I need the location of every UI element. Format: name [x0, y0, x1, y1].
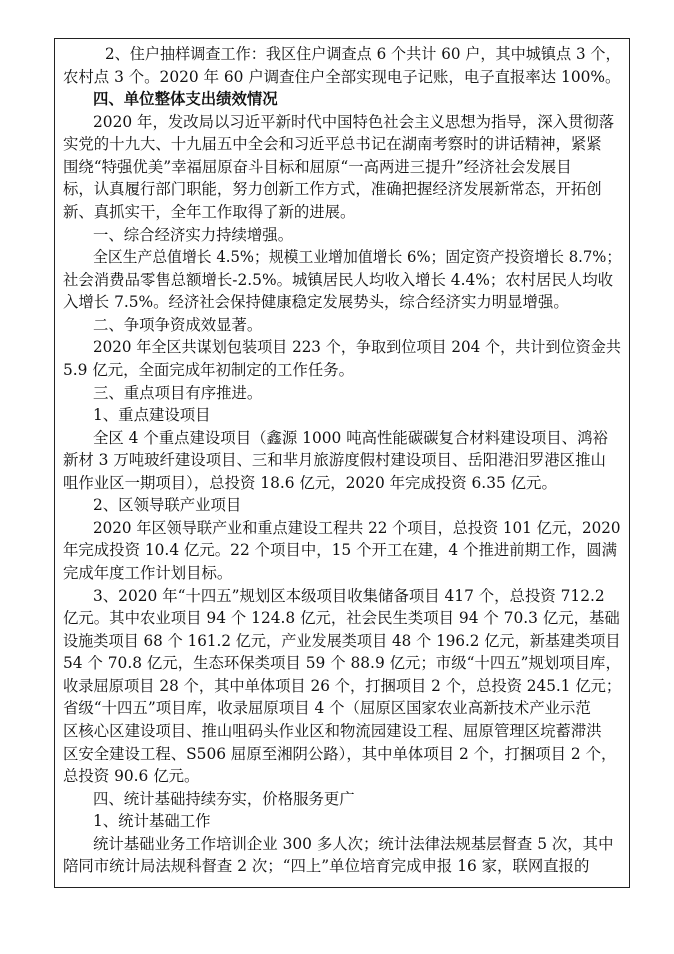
paragraph-line: 完成年度工作计划目标。 [63, 564, 233, 583]
subheading: 二、争项争资成效显著。 [93, 315, 263, 334]
paragraph-line: 亿元。其中农业项目 94 个 124.8 亿元，社会民生类项目 94 个 70.3 亿元，基础 [63, 609, 620, 628]
paragraph-line: 3、2020 年“十四五”规划区本级项目收集储备项目 417 个，总投资 712.2 [93, 586, 605, 605]
paragraph-line: 区安全建设工程、S506 屈原至湘阴公路），其中单体项目 2 个，打捆项目 2 个， [63, 744, 617, 763]
paragraph-line: 5.9 亿元，全面完成年初制定的工作任务。 [63, 360, 355, 379]
paragraph-line: 2020 年区领导联产业和重点建设工程共 22 个项目，总投资 101 亿元，2020 [93, 518, 621, 537]
subheading: 四、统计基础持续夯实，价格服务更广 [93, 789, 355, 808]
paragraph-line: 全区生产总值增长 4.5%；规模工业增加值增长 6%；固定资产投资增长 8.7%； [93, 248, 622, 267]
paragraph-line: 新材 3 万吨玻纤建设项目、三和芈月旅游度假村建设项目、岳阳港汨罗港区推山 [63, 451, 606, 470]
paragraph-line: 收录屈原项目 28 个，其中单体项目 26 个，打捆项目 2 个，总投资 245.1 亿元； [63, 676, 622, 695]
section-heading: 四、单位整体支出绩效情况 [93, 90, 278, 109]
subheading: 三、重点项目有序推进。 [93, 383, 263, 402]
paragraph-line: 2020 年全区共谋划包装项目 223 个，争取到位项目 204 个，共计到位资金共 [93, 338, 621, 357]
paragraph-line: 实党的十九大、十九届五中全会和习近平总书记在湖南考察时的讲话精神，紧紧 [63, 135, 602, 154]
paragraph-line: 标，认真履行部门职能，努力创新工作方式，准确把握经济发展新常态，开拓创 [63, 180, 602, 199]
subheading: 1、统计基础工作 [93, 812, 211, 831]
paragraph-line: 咀作业区一期项目），总投资 18.6 亿元，2020 年完成投资 6.35 亿元。 [63, 473, 557, 492]
subheading: 2、区领导联产业项目 [93, 496, 242, 515]
paragraph-line: 设施类项目 68 个 161.2 亿元，产业发展类项目 48 个 196.2 亿元，新基建类项目 [63, 631, 621, 650]
paragraph-line: 2、住户抽样调查工作：我区住户调查点 6 个共计 60 户，其中城镇点 3 个， [105, 45, 621, 63]
paragraph-line: 统计基础业务工作培训企业 300 多人次；统计法律法规基层督查 5 次，其中 [93, 834, 614, 853]
subheading: 1、重点建设项目 [93, 406, 211, 425]
paragraph-line: 年完成投资 10.4 亿元。22 个项目中，15 个开工在建，4 个推进前期工作，圆满 [63, 541, 618, 560]
paragraph-line: 入增长 7.5%。经济社会保持健康稳定发展势头，综合经济实力明显增强。 [63, 293, 569, 312]
paragraph-line: 2020 年，发改局以习近平新时代中国特色社会主义思想为指导，深入贯彻落 [93, 112, 615, 131]
paragraph-line: 社会消费品零售总额增长-2.5%。城镇居民人均收入增长 4.4%；农村居民人均收 [63, 270, 614, 289]
subheading: 一、综合经济实力持续增强。 [93, 225, 294, 244]
paragraph-line: 围绕“特强优美”幸福屈原奋斗目标和屈原“一高两进三提升”经济社会发展目 [63, 157, 572, 176]
paragraph-line: 省级“十四五”项目库，收录屈原项目 4 个（屈原区国家农业高新技术产业示范 [63, 699, 591, 718]
paragraph-line: 区核心区建设项目、推山咀码头作业区和物流园建设工程、屈原管理区垸蓄滞洪 [63, 722, 602, 741]
paragraph-line: 54 个 70.8 亿元，生态环保类项目 59 个 88.9 亿元；市级“十四五”规划项目库， [63, 654, 621, 673]
paragraph-line: 农村点 3 个。2020 年 60 户调查住户全部实现电子记账，电子直报率达 100%。 [63, 67, 621, 86]
paragraph-line: 总投资 90.6 亿元。 [63, 767, 200, 786]
paragraph-line: 全区 4 个重点建设项目（鑫源 1000 吨高性能碳碳复合材料建设项目、鸿裕 [93, 428, 608, 447]
paragraph-line: 新、真抓实干，全年工作取得了新的进展。 [63, 202, 356, 221]
document-frame [54, 38, 630, 888]
paragraph-line: 陪同市统计局法规科督查 2 次；“四上”单位培育完成申报 16 家，联网直报的 [63, 857, 590, 876]
